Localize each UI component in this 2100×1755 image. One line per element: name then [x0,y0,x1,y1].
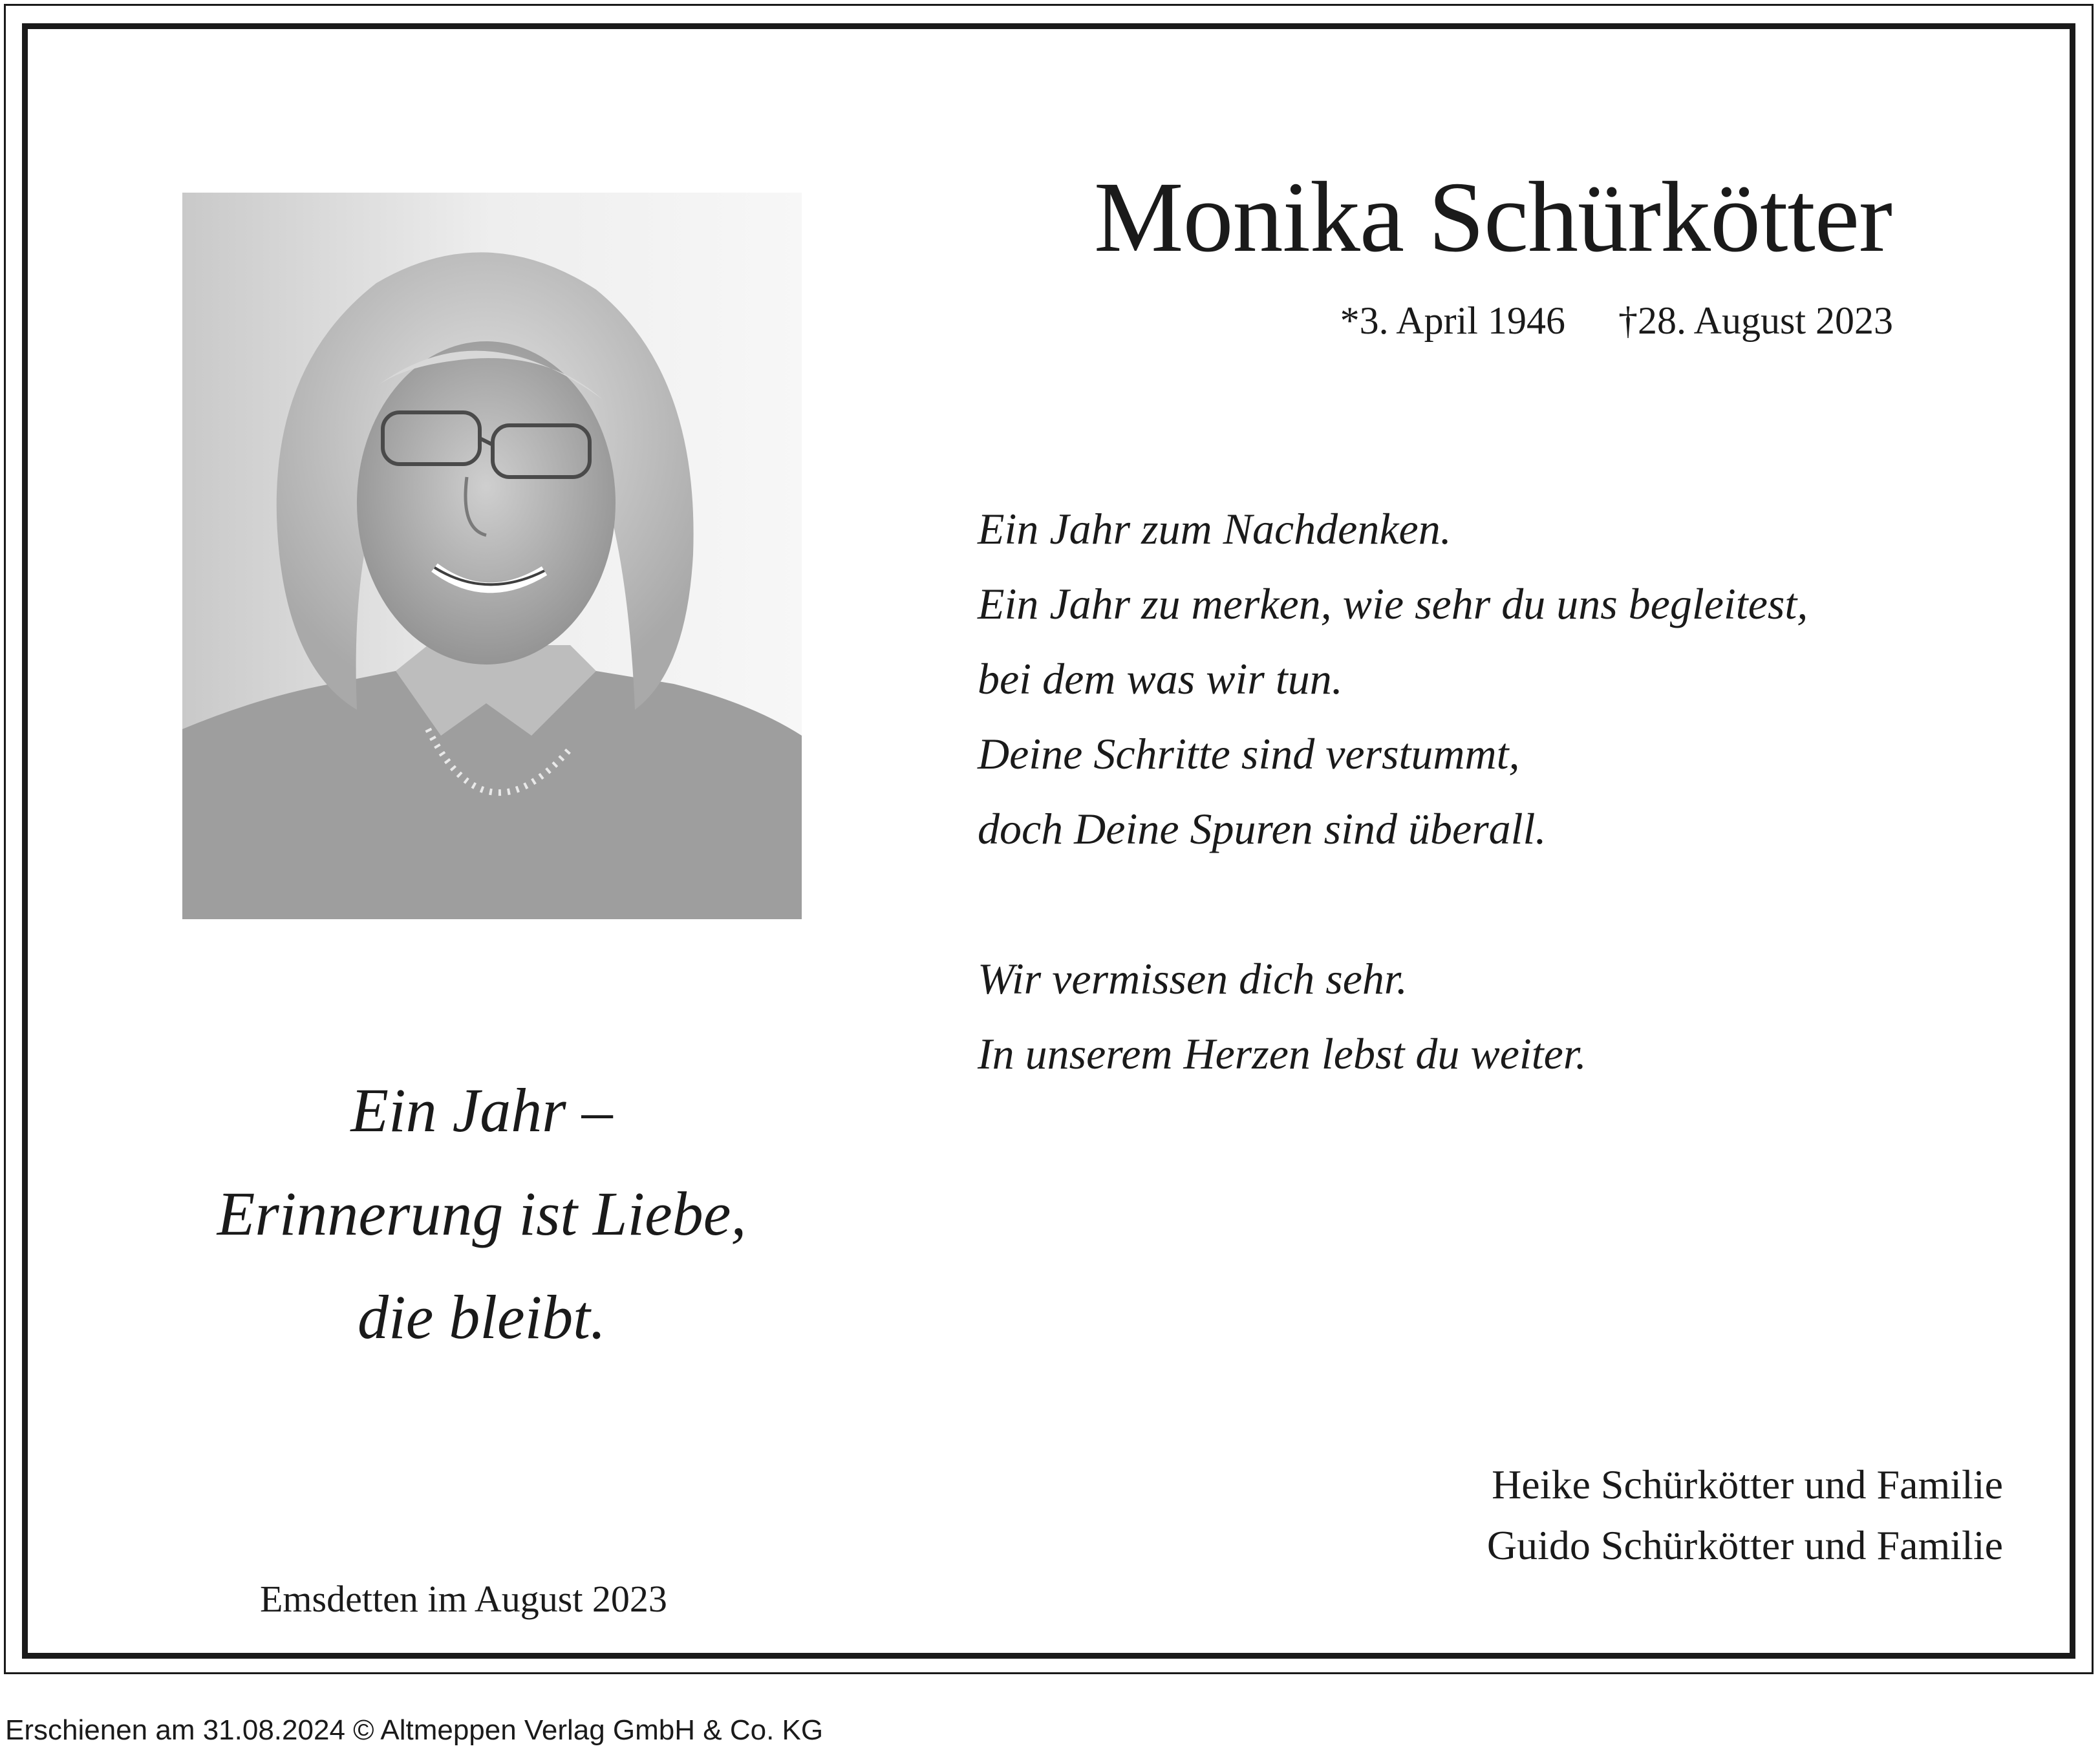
poem-line: Ein Jahr zum Nachdenken. [978,504,1452,553]
birth-date: *3. April 1946 [1340,299,1565,342]
poem-line: Wir vermissen dich sehr. [978,954,1408,1003]
place-and-date: Emsdetten im August 2023 [260,1578,667,1620]
mourner-line: Guido Schürkötter und Familie [1486,1522,2003,1568]
mourners [1487,1454,2003,1576]
portrait-image [182,193,802,919]
deceased-name: Monika Schürkötter [1093,161,1892,273]
portrait-photo [182,193,802,919]
memorial-poem [978,491,1808,1091]
poem-line: In unserem Herzen lebst du weiter. [978,1029,1587,1078]
memorial-quote [182,1059,781,1369]
poem-line: bei dem was wir tun. [978,654,1343,703]
life-dates [1340,299,1893,343]
quote-line: Erinnerung ist Liebe, [217,1179,747,1248]
quote-line: Ein Jahr – [350,1076,613,1145]
poem-line: doch Deine Spuren sind überall. [978,804,1547,853]
poem-line: Deine Schritte sind verstummt, [978,729,1520,778]
poem-line: Ein Jahr zu merken, wie sehr du uns begleitest, [978,579,1808,628]
stanza-gap [978,866,1808,941]
publication-footer: Erschienen am 31.08.2024 © Altmeppen Verlag GmbH & Co. KG [5,1714,824,1746]
death-date: †28. August 2023 [1618,299,1893,342]
mourner-line: Heike Schürkötter und Familie [1492,1462,2003,1507]
quote-line: die bleibt. [358,1282,606,1352]
